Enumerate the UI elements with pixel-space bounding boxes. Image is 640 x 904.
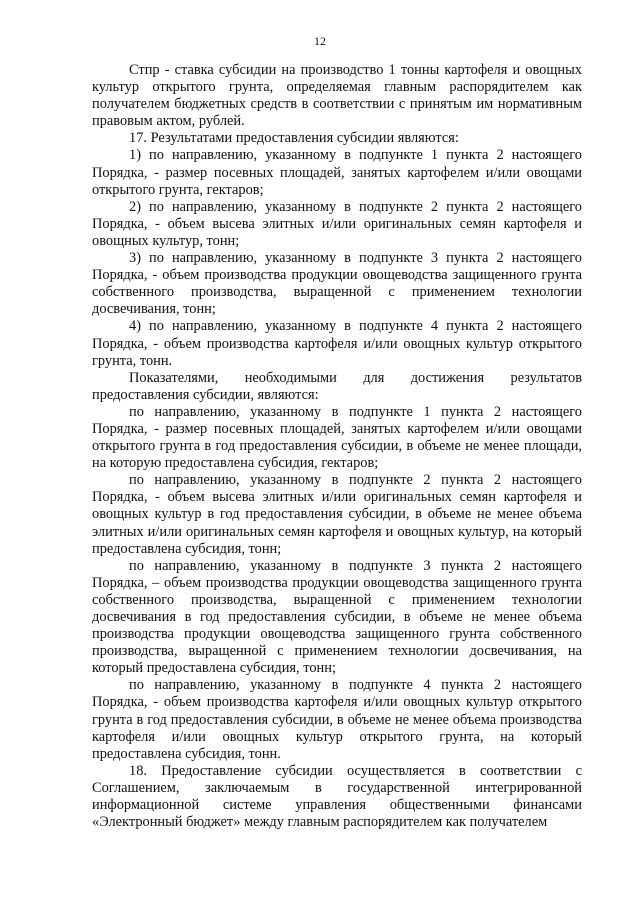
paragraph-indicator-1: по направлению, указанному в подпункте 1 пункта 2 настоящего Порядка, - размер посевных площадей, занятых картофелем и/или овощами открытого грунта в год предоставления субсидии, в объеме не менее площади, на которую предоставлена субсидия, гектаров;: [92, 403, 582, 472]
paragraph-rate-definition: Стпр - ставка субсидии на производство 1 тонны картофеля и овощных культур открытого грунта, определяемая главным распорядителем как получателем бюджетных средств в соответствии с принятым им нормативным правовым актом, рублей.: [92, 62, 582, 130]
paragraph-result-3: 3) по направлению, указанному в подпункте 3 пункта 2 настоящего Порядка, - объем производства продукции овощеводства защищенного грунта собственного производства, выращенной с применением технологии досвечивания, тонн;: [92, 250, 582, 318]
paragraph-result-4: 4) по направлению, указанному в подпункте 4 пункта 2 настоящего Порядка, - объем производства картофеля и/или овощных культур открытого грунта, тонн.: [92, 318, 582, 369]
paragraph-indicators-intro: Показателями, необходимыми для достижения результатов предоставления субсидии, являются:: [92, 369, 582, 403]
paragraph-17-results: 17. Результатами предоставления субсидии являются:: [129, 130, 459, 147]
paragraph-indicator-2: по направлению, указанному в подпункте 2 пункта 2 настоящего Порядка, - объем высева элитных и/или оригинальных семян картофеля и овощных культур в год предоставления субсидии, в объеме не менее объема элитных и/или оригинальных семян картофеля и овощных культур, на который предоставлена субсидия, тонн;: [92, 472, 582, 557]
paragraph-result-1: 1) по направлению, указанному в подпункте 1 пункта 2 настоящего Порядка, - размер посевных площадей, занятых картофелем и/или овощами открытого грунта, гектаров;: [92, 147, 582, 198]
document-body: [92, 62, 582, 831]
paragraph-indicator-4: по направлению, указанному в подпункте 4 пункта 2 настоящего Порядка, - объем производства картофеля и/или овощных культур открытого грунта в год предоставления субсидии, в объеме не менее объема производства картофеля и/или овощных культур открытого грунта, на который предоставлена субсидия, тонн.: [92, 677, 582, 762]
page-number: 12: [314, 34, 326, 48]
paragraph-indicator-3: по направлению, указанному в подпункте 3 пункта 2 настоящего Порядка, – объем производства продукции овощеводства защищенного грунта собственного производства, выращенной с применением технологии досвечивания в год предоставления субсидии, в объеме не менее объема производства продукции овощеводства защищенного грунта собственного производства, выращенной с применением технологии досвечивания, на который предоставлена субсидия, тонн;: [92, 557, 582, 677]
paragraph-18-agreement: 18. Предоставление субсидии осуществляется в соответствии с Соглашением, заключаемым в государственной интегрированной информационной системе управления общественными финансами «Электронный бюджет» между главным распорядителем как получателем: [92, 762, 582, 831]
paragraph-result-2: 2) по направлению, указанному в подпункте 2 пункта 2 настоящего Порядка, - объем высева элитных и/или оригинальных семян картофеля и овощных культур, тонн;: [92, 198, 582, 249]
